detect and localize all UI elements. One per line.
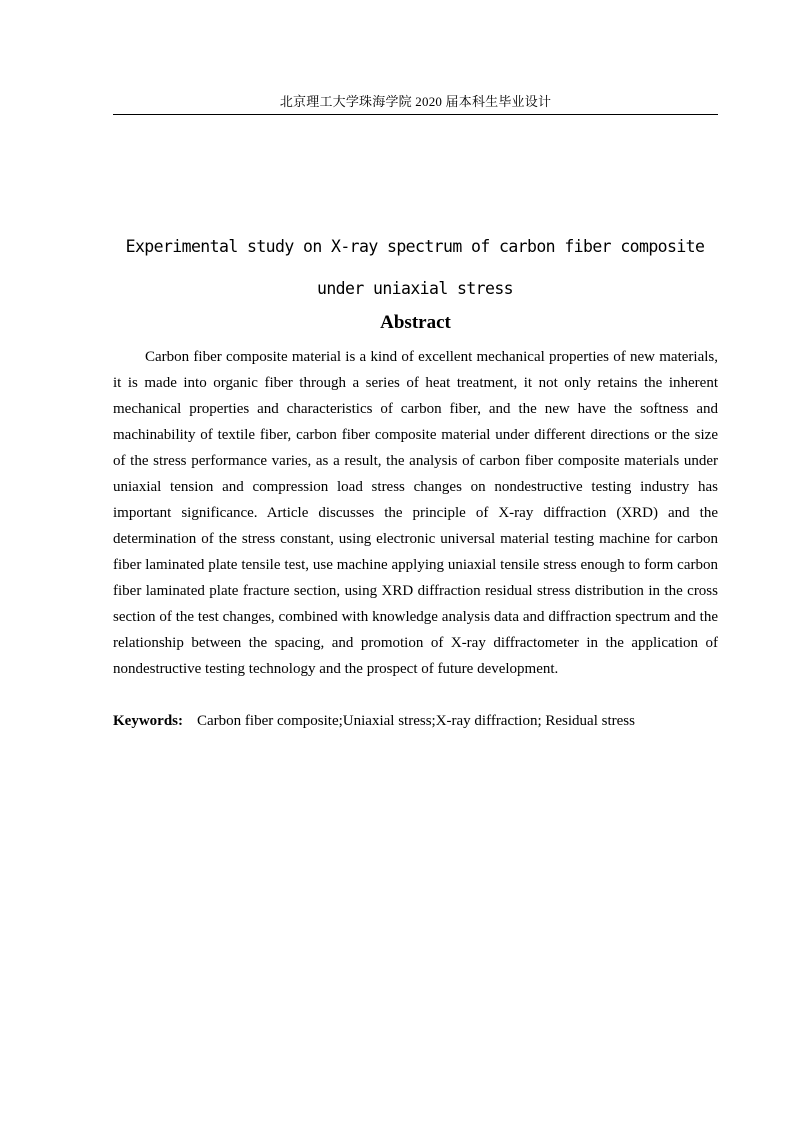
abstract-heading: Abstract <box>380 312 451 333</box>
page-header: 北京理工大学珠海学院 2020 届本科生毕业设计 <box>279 94 552 109</box>
keywords-label: Keywords: <box>113 713 183 729</box>
keywords-value: Carbon fiber composite;Uniaxial stress;X-ray diffraction; Residual stress <box>197 713 635 729</box>
abstract-body: Carbon fiber composite material is a kind of excellent mechanical properties of new materials, it is made into organic fiber through a series of heat treatment, it not only retains the inherent mechanical properties and characteristics of carbon fiber, and the new have the softness and machinability of textile fiber, carbon fiber composite material under different directions or the size of the stress performance varies, as a result, the analysis of carbon fiber composite materials under uniaxial tension and compression load stress changes on nondestructive testing industry has important significance. Article discusses the principle of X-ray diffraction (XRD) and the determination of the stress constant, using electronic universal material testing machine for carbon fiber laminated plate tensile test, use machine applying uniaxial tensile stress enough to form carbon fiber laminated plate fracture section, using XRD diffraction residual stress distribution in the cross section of the test changes, combined with knowledge analysis data and diffraction spectrum and the relationship between the spacing, and promotion of X-ray diffractometer in the application of nondestructive testing technology and the prospect of future development. <box>113 349 718 677</box>
header-rule <box>113 114 718 115</box>
keywords-line <box>113 708 718 734</box>
thesis-title-line-1: Experimental study on X-ray spectrum of carbon fiber composite <box>125 237 705 256</box>
thesis-title-line-2: under uniaxial stress <box>316 279 513 298</box>
thesis-title <box>100 226 730 310</box>
